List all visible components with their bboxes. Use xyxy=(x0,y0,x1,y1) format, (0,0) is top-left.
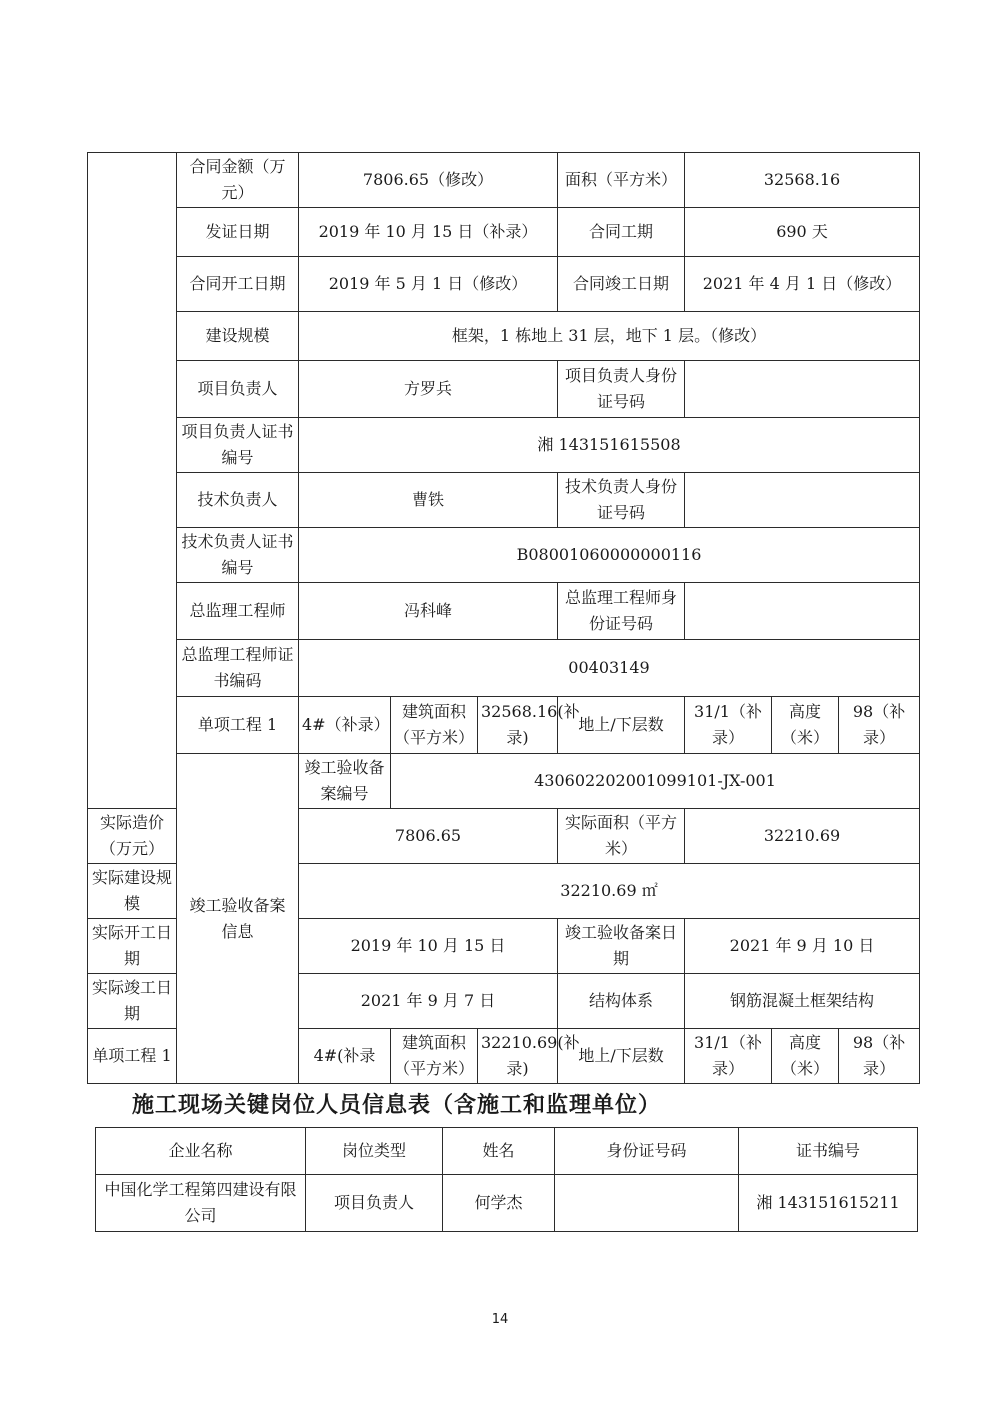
staff-table xyxy=(95,1127,918,1232)
cost-label: 实际造价（万元） xyxy=(88,809,177,864)
record-date-value: 2021 年 9 月 10 日 xyxy=(685,919,920,974)
c-unit-barea-value: 32210.69(补录) xyxy=(478,1029,558,1084)
sup-label: 总监理工程师 xyxy=(177,583,299,640)
unit-floors-value: 31/1（补录） xyxy=(685,697,772,754)
staff-table-title: 施工现场关键岗位人员信息表（含施工和监理单位） xyxy=(132,1093,662,1118)
staff-header-role: 岗位类型 xyxy=(306,1128,443,1175)
tech-label: 技术负责人 xyxy=(177,473,299,528)
record-date-label: 竣工验收备案日期 xyxy=(558,919,685,974)
c-unit-floors-label: 地上/下层数 xyxy=(558,1029,685,1084)
issue-date-value: 2019 年 10 月 15 日（补录） xyxy=(299,208,558,257)
completion-section-label: 竣工验收备案信息 xyxy=(177,754,299,1084)
unit-floors-label: 地上/下层数 xyxy=(558,697,685,754)
tech-id-label: 技术负责人身份证号码 xyxy=(558,473,685,528)
structure-value: 钢筋混凝土框架结构 xyxy=(685,974,920,1029)
scale-label: 建设规模 xyxy=(177,312,299,361)
contract-start-value: 2019 年 5 月 1 日（修改） xyxy=(299,257,558,312)
contract-finish-label: 合同竣工日期 xyxy=(558,257,685,312)
actual-area-label: 实际面积（平方米） xyxy=(558,809,685,864)
actual-scale-label: 实际建设规模 xyxy=(88,864,177,919)
pm-cert-label: 项目负责人证书编号 xyxy=(177,418,299,473)
actual-finish-label: 实际竣工日期 xyxy=(88,974,177,1029)
record-no-label: 竣工验收备案编号 xyxy=(299,754,391,809)
staff-company: 中国化学工程第四建设有限公司 xyxy=(96,1175,306,1232)
scale-value: 框架，1 栋地上 31 层，地下 1 层。（修改） xyxy=(299,312,920,361)
actual-finish-value: 2021 年 9 月 7 日 xyxy=(299,974,558,1029)
sup-cert-label: 总监理工程师证书编码 xyxy=(177,640,299,697)
staff-name: 何学杰 xyxy=(443,1175,555,1232)
actual-scale-value: 32210.69 ㎡ xyxy=(299,864,920,919)
contract-amount-value: 7806.65（修改） xyxy=(299,153,558,208)
page-number: 14 xyxy=(491,1312,509,1327)
issue-date-label: 发证日期 xyxy=(177,208,299,257)
c-unit-floors-value: 31/1（补录） xyxy=(685,1029,772,1084)
structure-label: 结构体系 xyxy=(558,974,685,1029)
pm-cert-value: 湘 143151615508 xyxy=(299,418,920,473)
c-unit-label: 单项工程 1 xyxy=(88,1029,177,1084)
contract-amount-label: 合同金额（万元） xyxy=(177,153,299,208)
tech-cert-value: B08001060000000116 xyxy=(299,528,920,583)
staff-header-id: 身份证号码 xyxy=(555,1128,739,1175)
c-unit-building: 4#(补录 xyxy=(299,1029,391,1084)
tech-id-value xyxy=(685,473,920,528)
staff-cert: 湘 143151615211 xyxy=(739,1175,918,1232)
unit-height-value: 98（补录） xyxy=(839,697,920,754)
staff-role: 项目负责人 xyxy=(306,1175,443,1232)
sup-cert-value: 00403149 xyxy=(299,640,920,697)
sup-id-label: 总监理工程师身份证号码 xyxy=(558,583,685,640)
record-no-value: 430602202001099101-JX-001 xyxy=(391,754,920,809)
table-row xyxy=(96,1175,918,1232)
c-unit-height-label: 高度（米） xyxy=(772,1029,839,1084)
contract-finish-value: 2021 年 4 月 1 日（修改） xyxy=(685,257,920,312)
actual-start-label: 实际开工日期 xyxy=(88,919,177,974)
tech-cert-label: 技术负责人证书编号 xyxy=(177,528,299,583)
pm-id-label: 项目负责人身份证号码 xyxy=(558,361,685,418)
unit-barea-label: 建筑面积（平方米） xyxy=(391,697,478,754)
pm-label: 项目负责人 xyxy=(177,361,299,418)
staff-header-cert: 证书编号 xyxy=(739,1128,918,1175)
permit-section-cell xyxy=(88,153,177,809)
contract-start-label: 合同开工日期 xyxy=(177,257,299,312)
contract-period-label: 合同工期 xyxy=(558,208,685,257)
c-unit-height-value: 98（补录） xyxy=(839,1029,920,1084)
tech-value: 曹铁 xyxy=(299,473,558,528)
pm-id-value xyxy=(685,361,920,418)
actual-start-value: 2019 年 10 月 15 日 xyxy=(299,919,558,974)
project-info-table xyxy=(87,152,920,1084)
unit-building: 4#（补录） xyxy=(299,697,391,754)
actual-area-value: 32210.69 xyxy=(685,809,920,864)
pm-value: 方罗兵 xyxy=(299,361,558,418)
staff-header-company: 企业名称 xyxy=(96,1128,306,1175)
sup-id-value xyxy=(685,583,920,640)
staff-id xyxy=(555,1175,739,1232)
unit-height-label: 高度（米） xyxy=(772,697,839,754)
unit-label: 单项工程 1 xyxy=(177,697,299,754)
sup-value: 冯科峰 xyxy=(299,583,558,640)
area-label: 面积（平方米） xyxy=(558,153,685,208)
c-unit-barea-label: 建筑面积（平方米） xyxy=(391,1029,478,1084)
cost-value: 7806.65 xyxy=(299,809,558,864)
staff-header-name: 姓名 xyxy=(443,1128,555,1175)
area-value: 32568.16 xyxy=(685,153,920,208)
contract-period-value: 690 天 xyxy=(685,208,920,257)
unit-barea-value: 32568.16(补录) xyxy=(478,697,558,754)
